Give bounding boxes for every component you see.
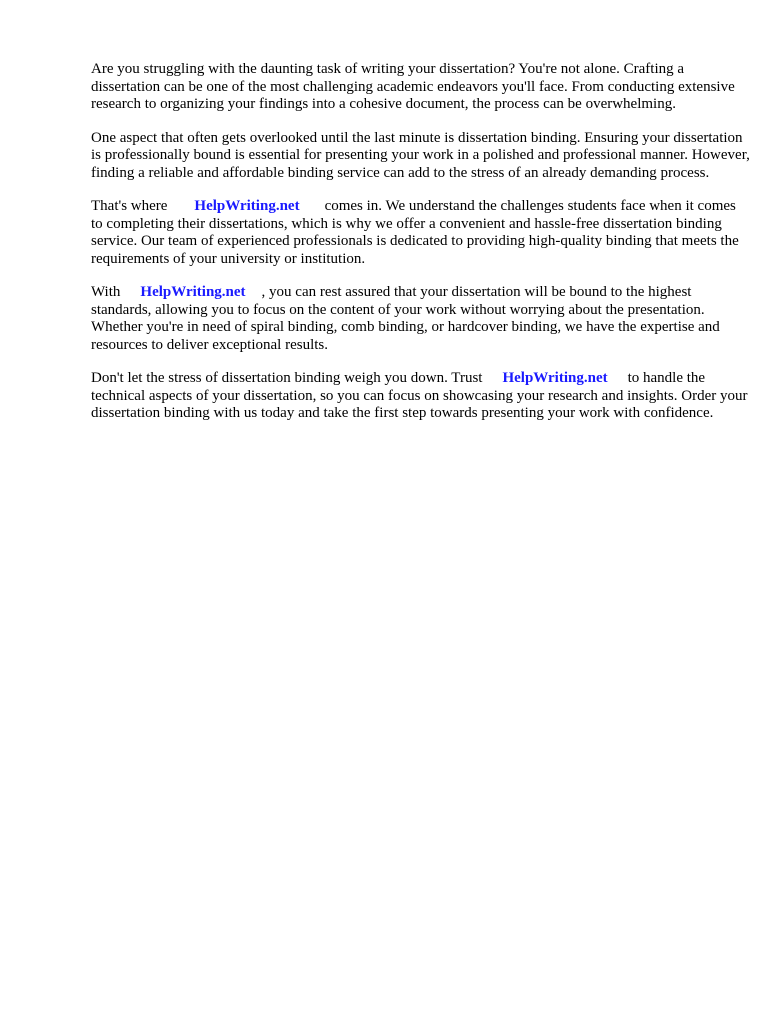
paragraph-assurance	[91, 284, 751, 354]
paragraph-text: One aspect that often gets overlooked until the last minute is dissertation binding. Ensuring your dissertation is professionally bound is essential for presenting your work in a polished and professional manner. However, finding a reliable and affordable binding service can add to the stress of an already demanding process.	[91, 129, 750, 181]
paragraph-text-after: to handle the technical aspects of your dissertation, so you can focus on showcasing your research and insights. Order your dissertation binding with us today and take the first step towards presenting your work with confidence.	[91, 370, 748, 421]
paragraph-text-before: Don't let the stress of dissertation binding weigh you down. Trust	[91, 370, 483, 386]
paragraph-service	[91, 198, 751, 268]
paragraph-intro	[91, 61, 751, 114]
paragraph-text-before: That's where	[91, 198, 168, 214]
paragraph-binding	[91, 130, 751, 183]
paragraph-text-after: comes in. We understand the challenges students face when it comes to completing their dissertations, which is why we offer a convenient and hassle-free dissertation binding service. Our team of experienced professionals is dedicated to providing high-quality binding that meets the requirements of your university or institution.	[91, 198, 739, 267]
helpwriting-link[interactable]: HelpWriting.net	[194, 198, 300, 214]
paragraph-text: Are you struggling with the daunting task of writing your dissertation? You're not alone. Crafting a dissertation can be one of the most challenging academic endeavors you'll face. From conducting extensive research to organizing your findings into a cohesive document, the process can be overwhelming.	[91, 61, 735, 112]
paragraph-text-before: With	[91, 284, 121, 300]
document-body	[91, 61, 751, 439]
helpwriting-link[interactable]: HelpWriting.net	[140, 284, 246, 300]
helpwriting-link[interactable]: HelpWriting.net	[502, 370, 608, 386]
paragraph-text-after: , you can rest assured that your dissertation will be bound to the highest standards, allowing you to focus on the content of your work without worrying about the presentation. Whether you're in need of spiral binding, comb binding, or hardcover binding, we have the expertise and resources to deliver exceptional results.	[91, 284, 720, 353]
paragraph-closing	[91, 370, 751, 423]
